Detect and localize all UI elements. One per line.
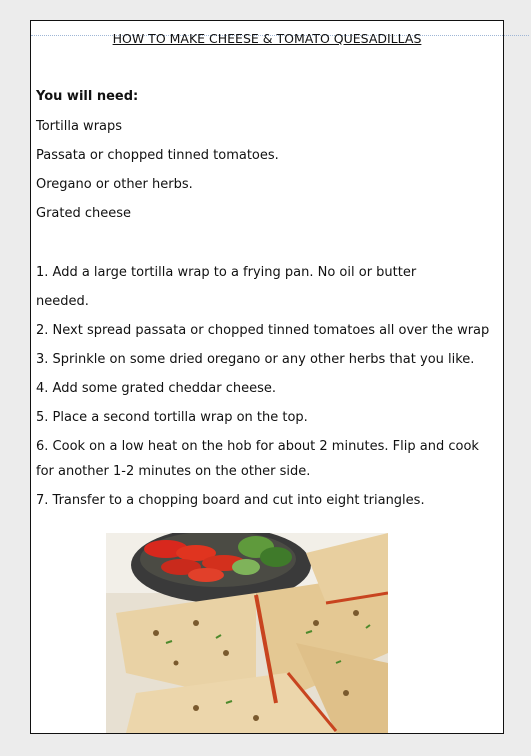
ingredient-item: Tortilla wraps <box>36 119 123 134</box>
step-line: for another 1-2 minutes on the other side. <box>36 464 311 479</box>
step-line: 2. Next spread passata or chopped tinned tomatoes all over the wrap <box>36 323 490 338</box>
quesadilla-illustration <box>106 533 388 733</box>
quesadilla-photo <box>106 533 388 733</box>
step-line: needed. <box>36 294 89 309</box>
step-line: 7. Transfer to a chopping board and cut into eight triangles. <box>36 493 425 508</box>
ingredient-item: Oregano or other herbs. <box>36 177 193 192</box>
step-line: 3. Sprinkle on some dried oregano or any other herbs that you like. <box>36 352 475 367</box>
step-line: 4. Add some grated cheddar cheese. <box>36 381 277 396</box>
step-line: 1. Add a large tortilla wrap to a frying pan. No oil or butter <box>36 265 417 280</box>
recipe-title: HOW TO MAKE CHEESE & TOMATO QUESADILLAS <box>112 31 422 46</box>
ingredient-item: Passata or chopped tinned tomatoes. <box>36 148 279 163</box>
ingredient-item: Grated cheese <box>36 206 132 221</box>
step-line: 5. Place a second tortilla wrap on the top. <box>36 410 308 425</box>
you-will-need-heading: You will need: <box>36 89 139 104</box>
step-line: 6. Cook on a low heat on the hob for about 2 minutes. Flip and cook <box>36 439 479 454</box>
document-page <box>30 20 504 734</box>
